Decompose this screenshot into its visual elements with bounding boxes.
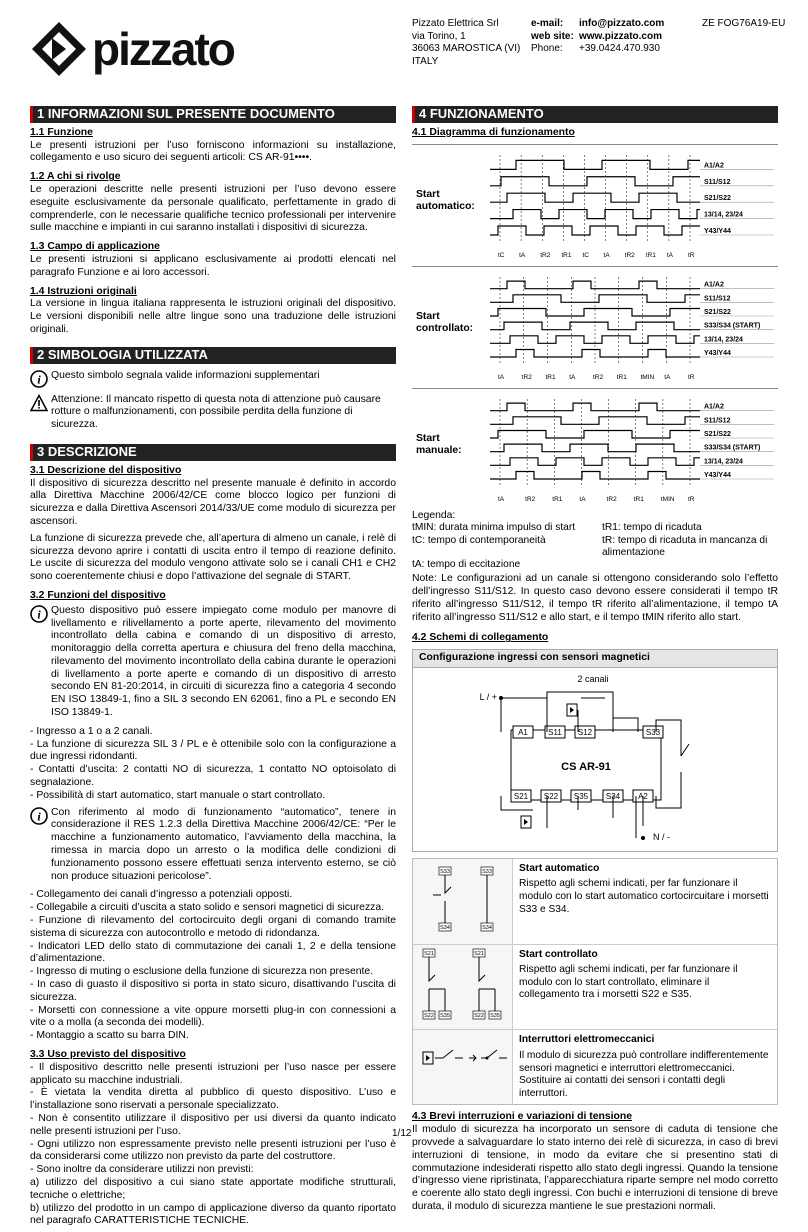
- signal-label: S11/S12: [704, 416, 731, 424]
- signal-trace: [490, 193, 700, 202]
- legend-item: tC: tempo di contemporaneità: [412, 534, 546, 546]
- time-label: tC: [498, 251, 505, 259]
- time-label: tR2: [540, 251, 551, 259]
- paragraph: Le operazioni descritte nelle presenti istruzioni per l’uso devono essere eseguite esclusivamente da personale qualificato, perfettamente in grado di comprenderle, con le necessarie qualifiche tecnico professionali per intervenire sulle macchine e impianti in cui saranno installati i dispositivi di sicurezza.: [30, 183, 396, 234]
- signal-label: 13/14, 23/24: [704, 457, 743, 465]
- bullet-list: - Collegamento dei canali d’ingresso a potenziali opposti. - Collegabile a circuiti d’uscita a stato solido e sensori magnetici di sicurezza. - Funzione di rilevamento del cortocircuito degli organi di comando tramite sistema di sicurezza con autocontrollo e metodo di ridondanza. - Indicatori LED dello stato di commutazione dei canali 1, 2 e della tensione d’alimentazione. - Ingresso di muting o esclusione della funzione di sicurezza non presente. - In caso di guasto il dispositivo si porta in stato sicuro, disattivando l’uscita di sicurezza. - Morsetti con connessione a vite oppure morsetti plug-in con connessioni a vite o a molla (a seconda dei modelli). - Montaggio a scatto su barra DIN.: [30, 889, 396, 1042]
- terminal: [571, 790, 591, 802]
- time-label: tR1: [633, 495, 644, 503]
- company-city: 36063 MAROSTICA (VI): [412, 43, 521, 54]
- magnetic-sensor-icon: [567, 704, 577, 716]
- heading-1-3: 1.3 Campo di applicazione: [30, 241, 160, 253]
- signal-label: S33/S34 (START): [704, 322, 761, 330]
- signal-trace: [490, 209, 700, 218]
- time-label: tR2: [593, 373, 604, 381]
- right-column: [412, 106, 778, 1218]
- signal-label: Y43/Y44: [704, 227, 731, 235]
- mode-automatic: [413, 859, 777, 945]
- time-label: tR: [688, 373, 695, 381]
- mode-controlled: [413, 945, 777, 1031]
- signal-trace: [490, 430, 700, 438]
- warning-note: [30, 394, 396, 432]
- warning-icon: [30, 394, 48, 412]
- signal-trace: [490, 416, 700, 424]
- info-icon: [30, 605, 48, 623]
- mode-description: Rispetto agli schemi indicati, per far funzionare il modulo con lo start automatico cortocircuitare i morsetti S33 e S34.: [519, 878, 769, 915]
- paragraph: Il modulo di sicurezza ha incorporato un sensore di caduta di tensione che provvede a salvaguardare lo stato interno dei relè di sicurezza, in caso di brevi interruzioni di tensione, in modo da evitare che si presentino stati di commutazione indesiderati rispetto allo stato degli ingressi. Quando la tensione d’ingresso viene ripristinata, l’apparecchiatura riparte sempre nel modo corretto e coerente allo stato degli ingressi. Con buchi e interruzioni di tensione di breve durata, il modulo di sicurezza mantiene le sue prestazioni normali.: [412, 1124, 778, 1212]
- terminal-label: A2: [638, 791, 648, 801]
- functions-text: Questo dispositivo può essere impiegato come modulo per manovre di livellamento e rilivellamento a porte aperte, rilevamento del movimento incontrollato della cabina e comando di un dispositivo di arresto, monitoraggio della corretta apertura e chiusura del freno della macchina, rilevamento del movimento incontrollato della cabina durante le operazioni di livellamento a porte aperte e comando di un dispositivo di arresto secondo EN 81-20:2014, in circuiti di sicurezza fino a categoria 4 secondo EN ISO 13849-1, fino a SIL 3 secondo EN 62061, fino a PL e secondo EN ISO 13849-1.: [51, 604, 396, 719]
- signal-label: A1/A2: [704, 161, 724, 169]
- time-label: tA: [664, 373, 671, 381]
- time-label: tR1: [616, 373, 627, 381]
- signal-trace: [490, 444, 700, 452]
- legend-item: tMIN: durata minima impulso di start: [412, 522, 576, 534]
- terminal-label: S21: [513, 791, 529, 801]
- signal-label: S33/S34 (START): [704, 444, 761, 452]
- timing-waveforms: [412, 389, 778, 507]
- time-label: tMIN: [660, 495, 675, 503]
- time-label: tR2: [624, 251, 635, 259]
- heading-1-1: 1.1 Funzione: [30, 126, 93, 138]
- info-note: [30, 605, 396, 724]
- note: Note: Le configurazioni ad un canale si ottengono considerando solo l’effetto dell’ingresso S11/S12. In questo caso devono essere considerati il tempo tR riferito all’ingresso S11/S12, il tempo tR riferito all’alimentazione, il tempo tA riferito all’ingresso S11/S12 e allo start, e il tempo tMIN riferito allo start.: [412, 573, 778, 623]
- mode-title: Interruttori elettromeccanici: [519, 1034, 655, 1046]
- mode-title: Start automatico: [519, 862, 600, 874]
- wiring-diagram: [413, 668, 777, 846]
- supply-negative-label: N / -: [653, 831, 670, 842]
- terminal-label: S34: [482, 924, 492, 931]
- time-label: tR1: [552, 495, 563, 503]
- heading-4-2: 4.2 Schemi di collegamento: [412, 632, 549, 644]
- mode-schematic: [413, 859, 513, 944]
- heading-3-2: 3.2 Funzioni del dispositivo: [30, 589, 166, 601]
- heading-3-3: 3.3 Uso previsto del dispositivo: [30, 1049, 186, 1060]
- wiring-config-box: [412, 649, 778, 852]
- terminal-label: S35: [440, 1012, 450, 1019]
- wiring-channels-label: 2 canali: [577, 673, 609, 684]
- svg-text:i: i: [37, 809, 41, 824]
- bullet-list: - Il dispositivo descritto nelle presenti istruzioni per l’uso nasce per essere applicato su macchine industriali. - È vietata la vendita diretta al pubblico di questo dispositivo. L’uso e l’installazione sono riservati a personale specializzato. - Non è consentito utilizzare il dispositivo per usi diversi da quanto indicato nelle presenti istruzioni per l’uso. - Ogni utilizzo non espressamente previsto nelle presenti istruzioni per l’uso è da considerarsi come utilizzo non previsto da parte del costruttore. - Sono inoltre da considerare utilizzi non previsti: a) utilizzo del dispositivo a cui siano state apportate modifiche strutturali, tecniche o elettriche; b) utilizzo del prodotto in un campo di applicazione diverso da quanto riportato nel paragrafo CARATTERISTICHE TECNICHE.: [30, 1061, 396, 1227]
- signal-trace: [490, 160, 700, 169]
- time-label: tR1: [545, 373, 556, 381]
- diagram-label: Start manuale:: [416, 432, 462, 457]
- section-title-4: 4 FUNZIONAMENTO: [412, 106, 778, 123]
- legend-item: tR1: tempo di ricaduta: [602, 522, 702, 534]
- signal-label: A1/A2: [704, 403, 724, 411]
- info-note: [30, 370, 396, 388]
- paragraph: Le presenti istruzioni per l’uso forniscono informazioni su installazione, collegamento e uso sicuro dei seguenti articoli: CS AR-91••••.: [30, 139, 396, 164]
- heading-3-1: 3.1 Descrizione del dispositivo: [30, 464, 182, 476]
- legend-item: tR: tempo di ricaduta in mancanza di alimentazione: [602, 534, 768, 558]
- time-label: tMIN: [640, 373, 655, 381]
- automatic-mode-text: Con riferimento al modo di funzionamento “automatico”, tenere in considerazione il RES 1.2.3 della Direttiva Macchine 2006/42/CE: “Per le macchine a funzionamento automatico, l’avviamento della macchina, la rimessa in marcia dopo un arresto o la modifica delle condizioni di funzionamento possono essere effettuati senza intervento esterno, se ciò non produce situazioni pericolose”.: [51, 806, 396, 882]
- automatic-start-schematic: [413, 859, 513, 939]
- time-label: tA: [498, 495, 505, 503]
- time-label: tA: [498, 373, 505, 381]
- terminal-label: S33: [440, 868, 450, 875]
- terminal-label: S22: [474, 1012, 484, 1019]
- time-label: tR: [688, 251, 695, 259]
- time-label: tA: [603, 251, 610, 259]
- phone-number: +39.0424.470.930: [579, 43, 660, 54]
- signal-label: 13/14, 23/24: [704, 335, 743, 343]
- terminal-label: S11: [548, 727, 562, 737]
- timing-diagram-automatic: [412, 144, 778, 262]
- brand-name: pizzato: [92, 23, 234, 75]
- bullet-list: - Ingresso a 1 o a 2 canali. - La funzione di sicurezza SIL 3 / PL e è ottenibile solo con la configurazione a due ingressi ridondanti. - Contatti d’uscita: 2 contatti NO di sicurezza, 1 contatto NO optoisolato di segnalazione. - Possibilità di start automatico, start manuale o start controllato.: [30, 725, 396, 801]
- company-street: via Torino, 1: [412, 30, 466, 42]
- time-label: tR2: [525, 495, 536, 503]
- mode-schematic: [413, 1030, 513, 1104]
- signal-label: S11/S12: [704, 178, 731, 186]
- signal-label: A1/A2: [704, 281, 724, 289]
- terminal: [511, 790, 531, 802]
- controlled-start-schematic: [413, 945, 513, 1025]
- terminal-label: S33: [482, 868, 492, 875]
- heading-4-3: 4.3 Brevi interruzioni e variazioni di tensione: [412, 1111, 632, 1123]
- signal-trace: [490, 176, 700, 185]
- logo-diamond-icon: [30, 20, 88, 78]
- start-modes: [412, 858, 778, 1106]
- document-code: ZE FOG76A19-EU: [702, 18, 786, 29]
- signal-label: Y43/Y44: [704, 349, 731, 357]
- legend-item: tA: tempo di eccitazione: [412, 559, 521, 570]
- time-label: tA: [666, 251, 674, 259]
- paragraph: Il dispositivo di sicurezza descritto nel presente manuale è definito in accordo alla Direttiva Macchine 2006/42/CE come blocco logico per funzioni di sicurezza e dalla Direttiva Ascensori 2014/33/UE come modulo di sicurezza per ascensori.: [30, 477, 396, 527]
- section-title-3: 3 DESCRIZIONE: [30, 444, 396, 461]
- switch-replacement-schematic: [413, 1030, 513, 1090]
- signal-label: S11/S12: [704, 294, 731, 302]
- signal-trace: [490, 226, 700, 235]
- signal-label: S21/S22: [704, 430, 731, 438]
- section-title-1: 1 INFORMAZIONI SUL PRESENTE DOCUMENTO: [30, 106, 396, 123]
- company-contacts: e-mail: info@pizzato.com web site: www.pizzato.com Phone: +39.0424.470.930: [531, 18, 665, 54]
- terminal: [545, 726, 565, 738]
- terminal: [541, 790, 561, 802]
- diagram-label: Start automatico:: [416, 188, 475, 213]
- heading-4-1: 4.1 Diagramma di funzionamento: [412, 126, 575, 138]
- company-name: Pizzato Elettrica Srl: [412, 18, 499, 29]
- time-label: tR2: [521, 373, 532, 381]
- paragraph: La versione in lingua italiana rappresenta le istruzioni originali del dispositivo. Le versioni disponibili nelle altre lingue sono una traduzione delle istruzioni originali.: [30, 298, 396, 335]
- left-column: [30, 106, 396, 1232]
- terminal-label: S21: [424, 950, 434, 957]
- warning-note-text: Attenzione: Il mancato rispetto di questa nota di attenzione può causare rotture o malfunzionamenti, con possibile perdita della funzione di sicurezza.: [51, 393, 381, 431]
- time-label: tR2: [606, 495, 617, 503]
- paragraph: La funzione di sicurezza prevede che, all’apertura di almeno un canale, i relè di sicurezza devono aprire i contatti di uscita entro il tempo di reazione definito. Le uscite di sicurezza del modulo vengono attivate solo se i canali CH1 e CH2 sono coerentemente chiusi e dopo l’attivazione del segnale di START.: [30, 532, 396, 583]
- svg-text:i: i: [37, 372, 41, 387]
- signal-trace: [490, 403, 700, 411]
- terminal-label: S35: [573, 791, 589, 801]
- signal-trace: [490, 457, 700, 465]
- section-title-2: 2 SIMBOLOGIA UTILIZZATA: [30, 347, 396, 364]
- mode-description: Rispetto agli schemi indicati, per far funzionare il modulo con lo start controllato, eliminare il collegamento tra i morsetti S22 e S35.: [519, 964, 738, 1001]
- svg-text:i: i: [37, 607, 41, 622]
- time-label: tA: [579, 495, 586, 503]
- signal-label: Y43/Y44: [704, 471, 731, 479]
- mode-schematic: [413, 945, 513, 1030]
- wiring-config-title: Configurazione ingressi con sensori magnetici: [413, 650, 777, 668]
- page-number: 1/12: [392, 1128, 412, 1139]
- web-link[interactable]: www.pizzato.com: [579, 30, 662, 42]
- diagram-label: Start controllato:: [416, 310, 474, 335]
- terminal-label: S35: [490, 1012, 500, 1019]
- terminal-label: S34: [440, 924, 450, 931]
- company-country: ITALY: [412, 55, 439, 67]
- heading-1-2: 1.2 A chi si rivolge: [30, 171, 121, 183]
- signal-label: S21/S22: [704, 194, 731, 202]
- signal-label: 13/14, 23/24: [704, 211, 743, 219]
- info-note-text: Questo simbolo segnala valide informazioni supplementari: [51, 369, 320, 381]
- info-note: [30, 807, 396, 888]
- legend-title: Legenda:: [412, 509, 456, 521]
- terminal-label: S12: [577, 727, 593, 737]
- mode-title: Start controllato: [519, 948, 598, 960]
- time-label: tR: [688, 495, 695, 503]
- module-name: CS AR-91: [561, 760, 611, 773]
- terminal-label: S34: [605, 791, 621, 801]
- brand-logo: [30, 20, 234, 78]
- mode-description: Il modulo di sicurezza può controllare indifferentemente sensori magnetici e interruttori elettromeccanici. Sostituire ai contatti dei sensori i contatti degli interruttori.: [519, 1049, 769, 1099]
- paragraph: Le presenti istruzioni si applicano esclusivamente ai prodotti elencati nel paragrafo Funzione e ai loro accessori.: [30, 253, 396, 278]
- company-address: [412, 18, 520, 68]
- time-label: tR1: [561, 251, 572, 259]
- signal-trace: [490, 471, 700, 479]
- time-label: tC: [582, 251, 589, 259]
- terminal-label: A1: [518, 727, 528, 737]
- terminal: [513, 726, 533, 738]
- info-icon: [30, 807, 48, 825]
- heading-1-4: 1.4 Istruzioni originali: [30, 285, 137, 297]
- signal-label: S21/S22: [704, 308, 731, 316]
- terminal-label: S22: [543, 791, 559, 801]
- time-label: tA: [519, 251, 526, 259]
- terminal: [643, 726, 663, 738]
- info-icon: [30, 370, 48, 388]
- mode-electromechanical: [413, 1030, 777, 1104]
- email-link[interactable]: info@pizzato.com: [579, 18, 665, 29]
- supply-positive-label: L / +: [479, 691, 497, 702]
- timing-diagram-manual: [412, 388, 778, 506]
- timing-diagram-controlled: [412, 266, 778, 384]
- legend: [412, 522, 778, 571]
- magnetic-sensor-icon: [521, 816, 531, 828]
- terminal-label: S21: [474, 950, 484, 957]
- terminal-label: S22: [424, 1012, 434, 1019]
- time-label: tR1: [645, 251, 656, 259]
- time-label: tA: [569, 373, 576, 381]
- terminal-label: S33: [645, 727, 661, 737]
